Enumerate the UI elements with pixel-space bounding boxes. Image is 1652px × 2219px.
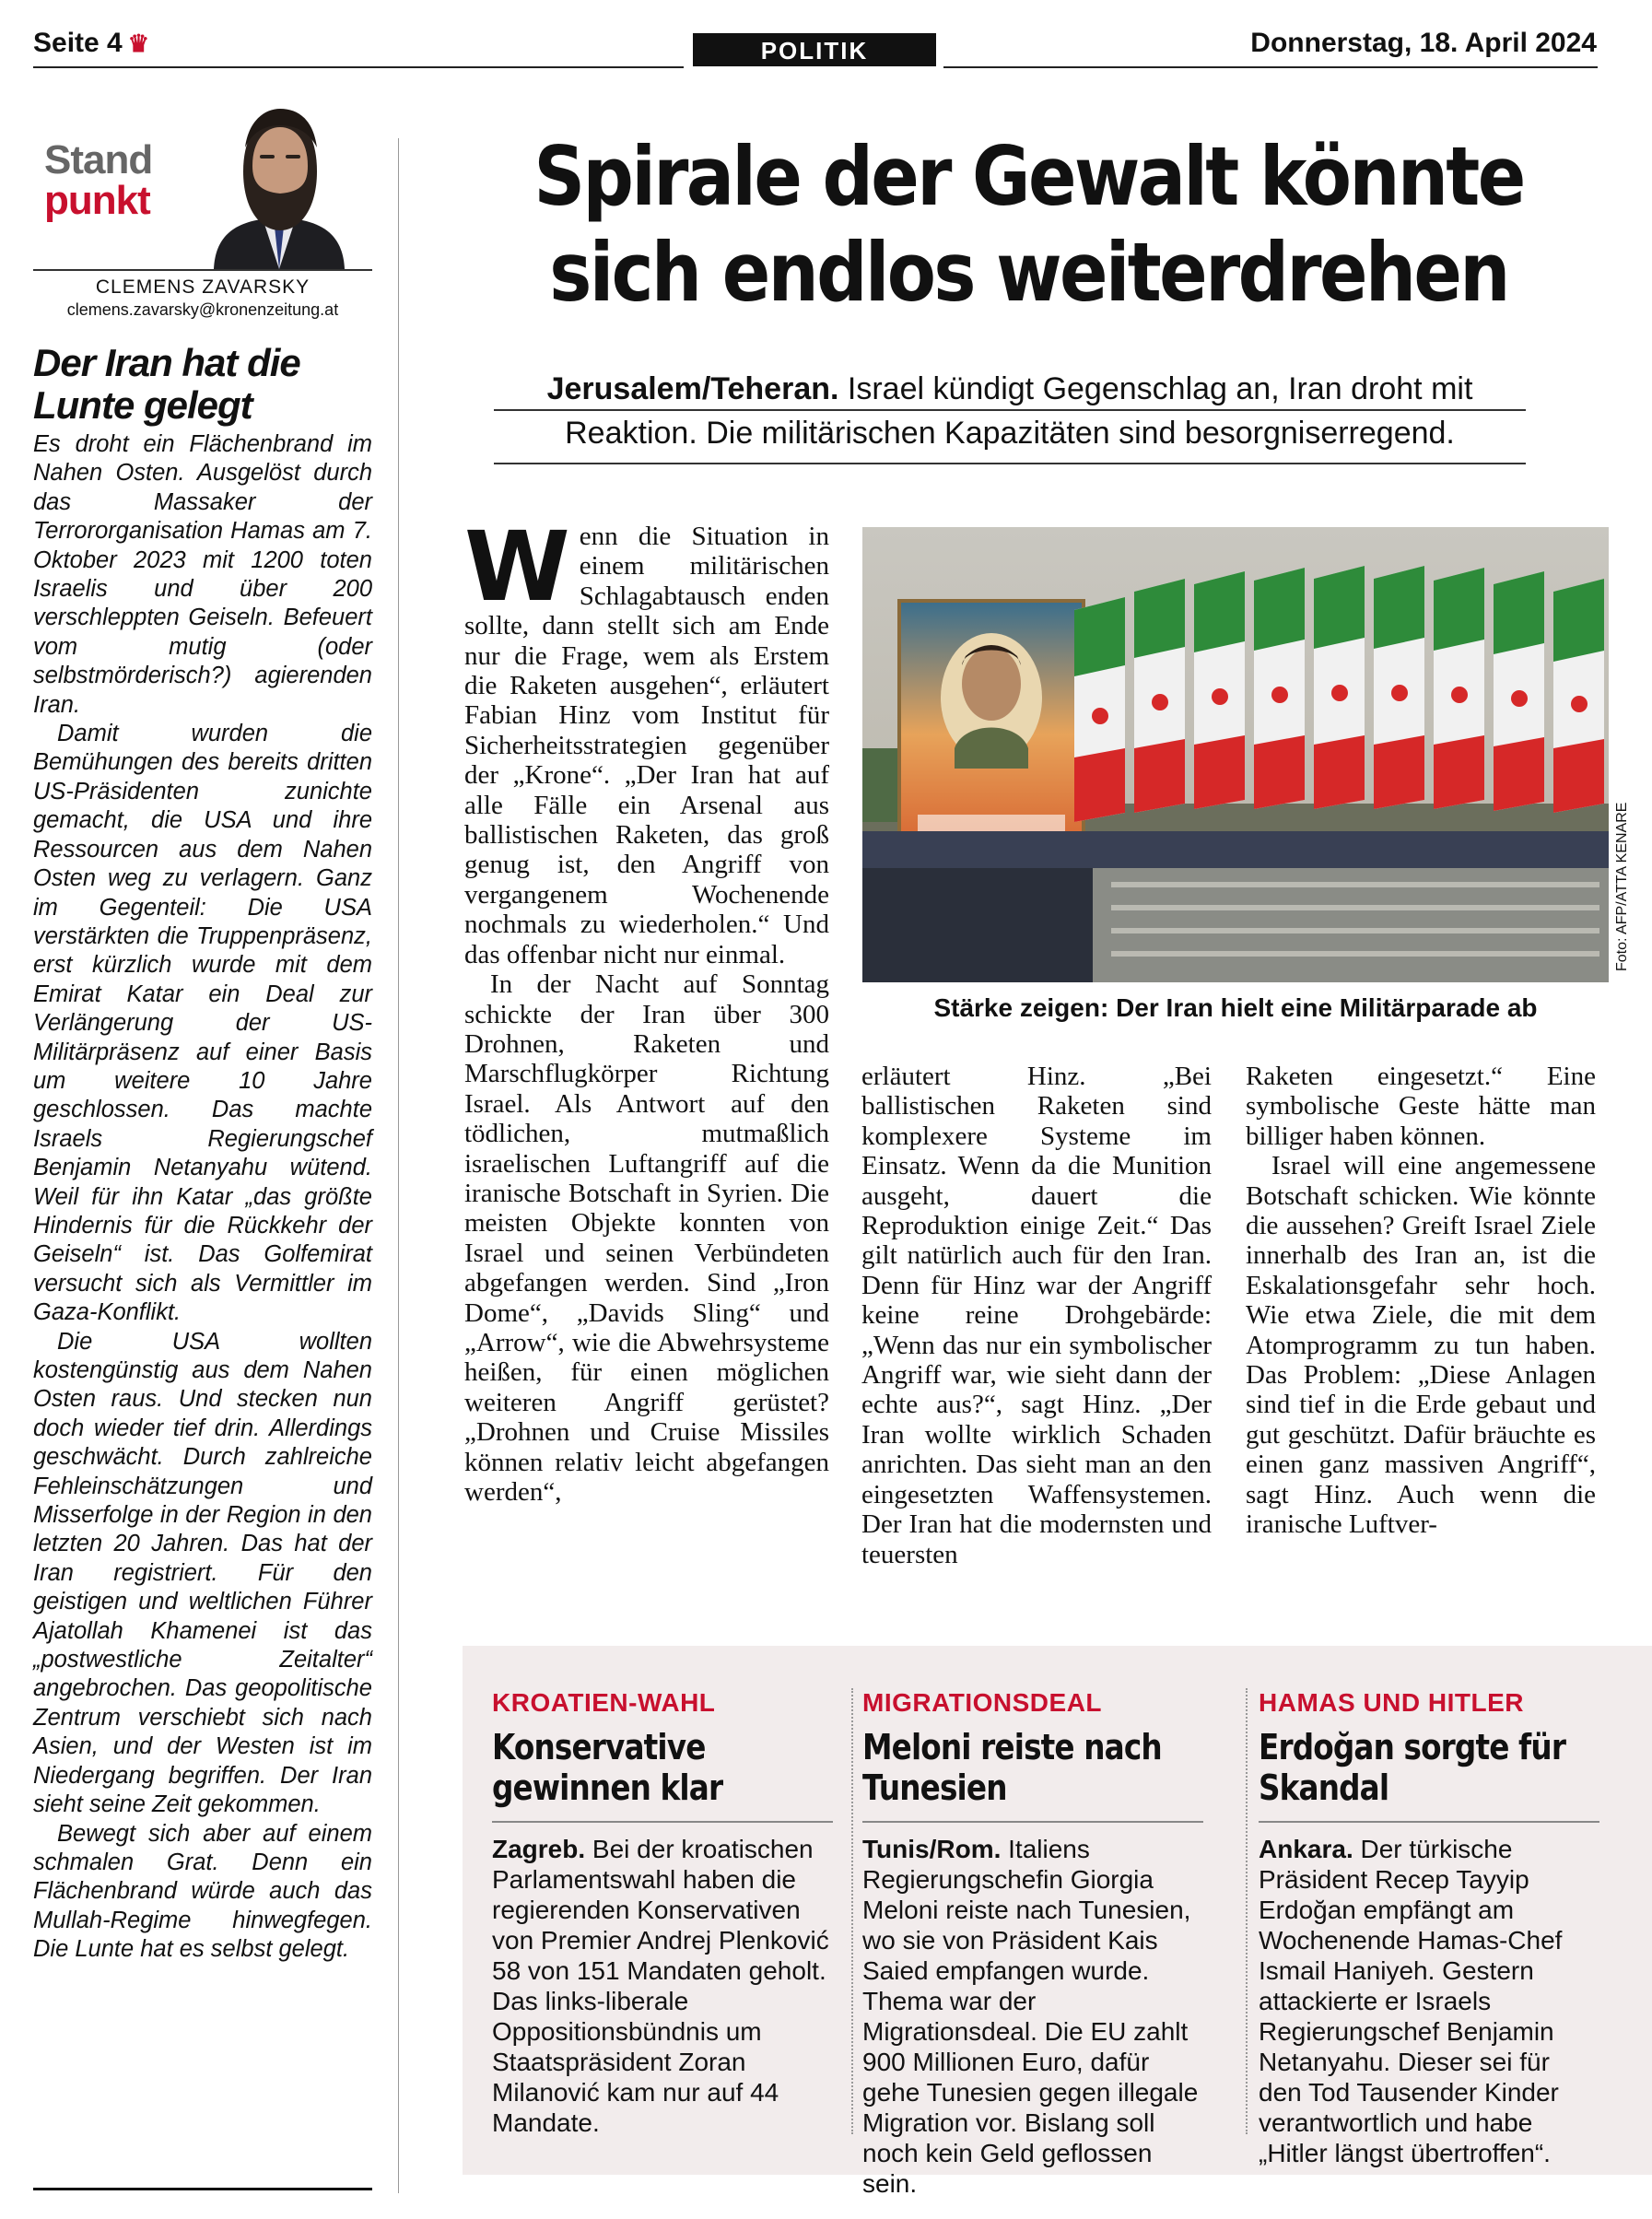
page-number: [33, 28, 149, 59]
photo-credit: Foto: AFP/ATTA KENARE: [1614, 802, 1630, 971]
brief-body: Bei der kroatischen Parlamentswahl haben die regierenden Konservativen von Premier Andrej Plenković 58 von 151 Mandaten geholt. Das links-liberale Oppositionsbündnis um Staatspräsident Zoran Milanović kam nur auf 44 Mandate.: [492, 1835, 829, 2137]
commentary-paragraph: Damit wurden die Bemühungen des bereits dritten US-Präsidenten zunichte gemacht, die USA und ihre Ressourcen aus dem Nahen Osten weg zu verlagern. Ganz im Gegenteil: Die USA verstärkten die Truppenpräsenz, erst kürzlich wurde mit dem Emirat Katar ein Deal zur Verlängerung der US-Militärpräsenz auf einer Basis um weitere 10 Jahre geschlossen. Das machte Israels Regierungschef Benjamin Netanyahu wütend. Weil für ihn Katar „das größte Hindernis für die Rückkehr der Geiseln“ ist. Das Golfemirat versucht sich als Vermittler im Gaza-Konflikt.: [33, 721, 372, 1326]
article-paragraph: In der Nacht auf Sonntag schickte der Iran über 300 Drohnen, Raketen und Marschflugkörper Richtung Israel. Als Antwort auf den tödlichen, mutmaßlich israelischen Luftangriff auf die iranische Botschaft in Syrien. Die meisten Objekte konnten von Israel und seinen Verbündeten abgefangen werden. Sind „Iron Dome“, „Davids Sling“ und „Arrow“, wie die Abwehrsysteme heißen, für einen möglichen weiteren Angriff gerüstet? „Drohnen und Cruise Missiles können relativ leicht abgefangen werden“,: [464, 969, 829, 1507]
brief-text: [862, 1834, 1203, 2199]
author-portrait: [195, 92, 363, 269]
page-label: Seite 4: [33, 28, 123, 58]
brief-dateline: Tunis/Rom.: [862, 1835, 1002, 1863]
standpunkt-block: [33, 88, 372, 269]
commentary-bottom-rule: [33, 2188, 372, 2190]
commentary-paragraph: Es droht ein Flächenbrand im Nahen Osten. Ausgelöst durch das Massaker der Terrororganisation Hamas am 7. Oktober 2023 mit 1200 toten Israelis und über 200 verschleppten Geiseln. Befeuert vom mutig (oder selbstmörderisch?) agierenden Iran.: [33, 431, 372, 718]
standpunkt-label-2: punkt: [44, 178, 150, 223]
author-rule: [33, 269, 372, 271]
brief-body: Italiens Regierungschefin Giorgia Meloni reiste nach Tunesien, wo sie von Präsident Kais Saied empfangen wurde. Thema war der Migrationsdeal. Die EU zahlt 900 Millionen Euro, dafür gehe Tunesien gegen illegale Migration vor. Bislang soll noch kein Geld geflossen sein.: [862, 1835, 1199, 2198]
subhead-rule-bottom: [494, 463, 1526, 464]
subhead-text: Israel kündigt Gegenschlag an, Iran droht mit Reaktion. Die militärischen Kapazitäten sind besorgniserregend.: [565, 371, 1473, 451]
column-divider: [398, 138, 399, 2193]
brief-title: Meloni reiste nach Tunesien: [862, 1727, 1162, 1808]
brief-title: Konservative gewinnen klar: [492, 1727, 723, 1808]
news-briefs-box: [463, 1646, 1652, 2198]
drop-cap: W: [464, 511, 570, 623]
article-column-2: [861, 1062, 1212, 1569]
commentary-paragraph: Bewegt sich aber auf einem schmalen Grat. Denn ein Flächenbrand würde auch das Mullah-Regime hinwegfegen. Die Lunte hat es selbst gelegt.: [33, 1820, 372, 1963]
brief-divider: [862, 1821, 1203, 1823]
issue-date: Donnerstag, 18. April 2024: [1250, 28, 1597, 58]
article-paragraph: enn die Situation in einem militärischen Schlagabtausch enden sollte, dann stellt sich am Ende nur die Frage, wem als Erstem die Raketen ausgehen“, erläutert Fabian Hinz vom Institut für Sicherheitsstrategien gegenüber der „Krone“. „Der Iran hat auf alle Fälle ein Arsenal aus ballistischen Raketen, das groß genug ist, den Angriff von vergangenem Wochenende nochmals zu wiederholen.“ Und das offenbar nicht nur einmal.: [464, 522, 829, 969]
brief-text: [492, 1834, 833, 2138]
standpunkt-label-1: Stand: [44, 137, 153, 182]
article-paragraph: Raketen eingesetzt.“ Eine symbolische Geste hätte man billiger haben können.: [1246, 1062, 1596, 1151]
brief-dateline: Zagreb.: [492, 1835, 586, 1863]
standpunkt-logo: [44, 137, 153, 223]
header-rule-right: [943, 66, 1598, 68]
article-column-3: [1246, 1062, 1596, 1540]
brief-kicker: HAMAS UND HITLER: [1259, 1688, 1524, 1717]
commentary-body: [33, 430, 372, 1965]
brief-erdogan: [1259, 1688, 1599, 2168]
brief-body: Der türkische Präsident Recep Tayyip Erdoğan empfängt am Wochenende Hamas-Chef Ismail Haniyeh. Gestern attackierte er Israels Regierungschef Benjamin Netanyahu. Dieser sei für den Tod Tausender Kinder verantwortlich und habe „Hitler längst übertroffen“.: [1259, 1835, 1563, 2167]
section-label: POLITIK: [693, 33, 936, 66]
headline-line-2: sich endlos weiterdrehen: [549, 225, 1508, 320]
brief-kicker: MIGRATIONSDEAL: [862, 1688, 1103, 1717]
main-headline: [480, 129, 1577, 321]
author-name: CLEMENS ZAVARSKY: [95, 276, 310, 298]
commentary-paragraph: Die USA wollten kostengünstig aus dem Nahen Osten raus. Und stecken nun doch wieder tief drin. Allerdings geschwächt. Durch zahlreiche Fehleinschätzungen und Misserfolge in der Region in den letzten 20 Jahren. Das hat der Iran registriert. Für den geistigen und weltlichen Führer Ajatollah Khamenei ist das „postwestliche Zeitalter“ angebrochen. Das geopolitische Zentrum verschiebt sich nach Asien, und der Westen ist im Niedergang begriffen. Der Iran sieht seine Zeit gekommen.: [33, 1328, 372, 1818]
brief-separator: [1246, 1688, 1248, 2134]
subhead-kicker: Jerusalem/Teheran.: [546, 371, 839, 406]
crown-icon: ♛: [127, 29, 150, 57]
header-rule-left: [33, 66, 684, 68]
photo-caption: Stärke zeigen: Der Iran hielt eine Militärparade ab: [933, 993, 1538, 1022]
brief-divider: [1259, 1821, 1599, 1823]
article-column-1: [464, 511, 829, 1507]
brief-divider: [492, 1821, 833, 1823]
brief-title: Erdoğan sorgte für Skandal: [1259, 1727, 1566, 1808]
article-paragraph: Israel will eine angemessene Botschaft schicken. Wie könnte die aussehen? Greift Israel Ziele innerhalb des Iran an, ist die Eskalationsgefahr sehr hoch. Wie etwa Ziele, die mit dem Atomprogramm zu tun haben. Das Problem: „Diese Anlagen sind tief in die Erde gebaut und gut geschützt. Dafür bräuchte es einen ganz massiven Angriff“, sagt Hinz. Auch wenn die iranische Luftver-: [1246, 1151, 1596, 1540]
headline-line-1: Spirale der Gewalt könnte: [533, 129, 1524, 224]
brief-separator: [851, 1688, 854, 2134]
military-parade-photo: [862, 527, 1609, 982]
article-paragraph: erläutert Hinz. „Bei ballistischen Raketen sind komplexere Systeme im Einsatz. Wenn da die Munition ausgeht, dauert die Reproduktion einige Zeit.“ Das gilt natürlich auch für den Iran. Denn für Hinz war der Angriff keine reine Drohgebärde: „Wenn das nur ein symbolischer Angriff war, wie sieht dann der echte aus?“, sagt Hinz. „Der Iran wollte wirklich Schaden anrichten. Das sieht man an den eingesetzten Waffensystemen. Der Iran hat die modernsten und teuersten: [861, 1062, 1212, 1569]
brief-kicker: KROATIEN-WAHL: [492, 1688, 716, 1717]
brief-migration: [862, 1688, 1203, 2199]
subheadline: [494, 367, 1526, 455]
brief-croatia: [492, 1688, 833, 2138]
brief-dateline: Ankara.: [1259, 1835, 1353, 1863]
brief-text: [1259, 1834, 1599, 2168]
author-email: clemens.zavarsky@kronenzeitung.at: [66, 300, 339, 319]
commentary-column: [33, 88, 372, 1965]
commentary-headline: Der Iran hat die Lunte gelegt: [33, 341, 300, 427]
